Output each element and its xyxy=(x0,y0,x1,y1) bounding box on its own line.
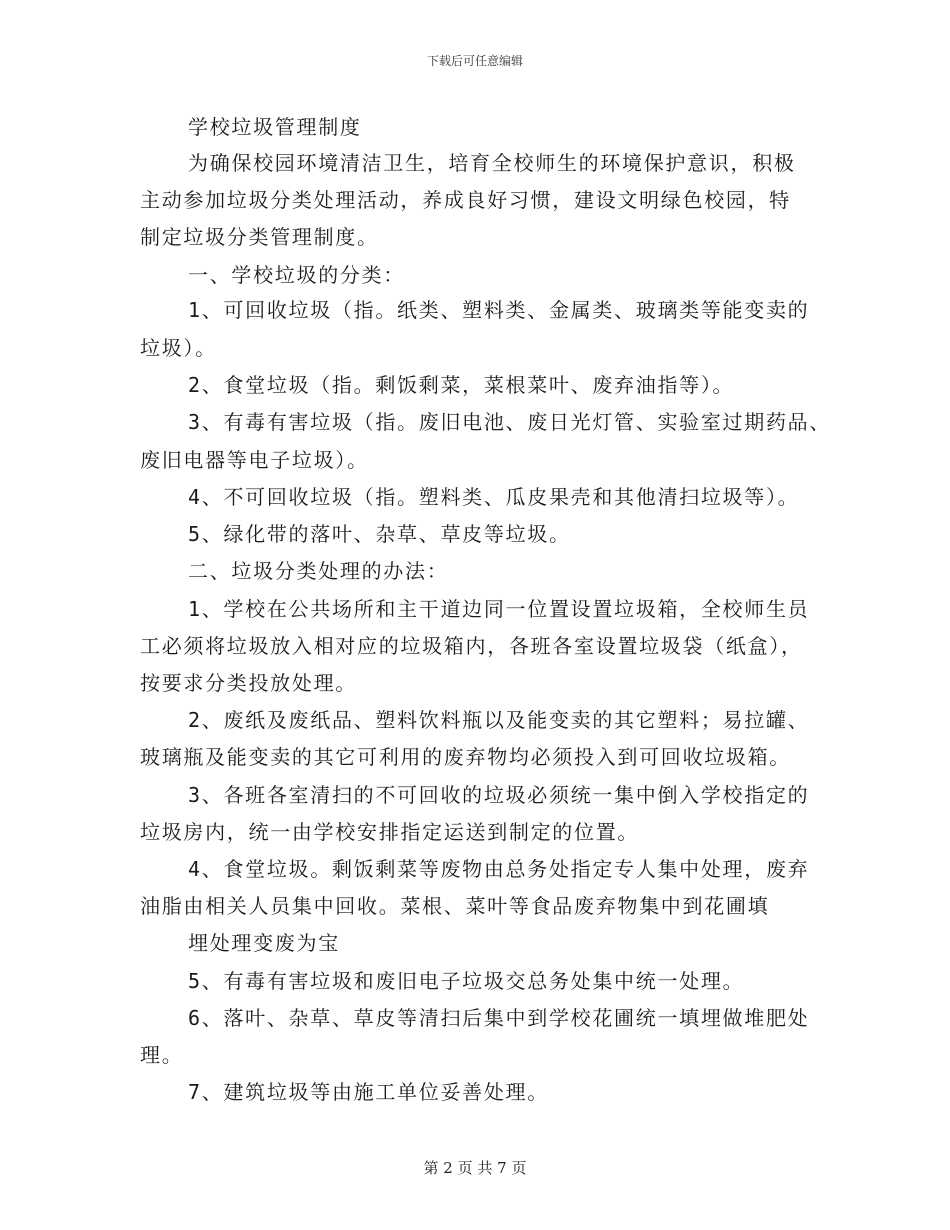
document-title: 学校垃圾管理制度 xyxy=(188,115,362,139)
list-item-continued: 废旧电器等电子垃圾）。 xyxy=(140,448,369,472)
list-item-continued: 垃圾房内，统一由学校安排指定运送到制定的位置。 xyxy=(140,820,640,844)
list-item: 4、不可回收垃圾（指。塑料类、瓜皮果壳和其他清扫垃圾等）。 xyxy=(188,485,800,509)
list-item: 3、有毒有害垃圾（指。废旧电池、废日光灯管、实验室过期药品、 xyxy=(188,410,832,434)
intro-line: 主动参加垃圾分类处理活动，养成良好习惯，建设文明绿色校园，特 xyxy=(140,188,791,212)
list-item: 6、落叶、杂草、草皮等清扫后集中到学校花圃统一填埋做堆肥处 xyxy=(188,1006,810,1030)
list-item-continued: 工必须将垃圾放入相对应的垃圾箱内，各班各室设置垃圾袋（纸盒）， xyxy=(140,634,803,658)
intro-line: 制定垃圾分类管理制度。 xyxy=(140,225,379,249)
list-item: 1、学校在公共场所和主干道边同一位置设置垃圾箱，全校师生员 xyxy=(188,597,810,621)
list-item: 2、废纸及废纸品、塑料饮料瓶以及能变卖的其它塑料；易拉罐、 xyxy=(188,708,810,732)
section-heading: 一、学校垃圾的分类： xyxy=(188,263,405,287)
list-item: 5、有毒有害垃圾和废旧电子垃圾交总务处集中统一处理。 xyxy=(188,969,745,993)
list-item: 1、可回收垃圾（指。纸类、塑料类、金属类、玻璃类等能变卖的 xyxy=(188,298,810,322)
list-item-continued: 埋处理变废为宝 xyxy=(188,931,340,955)
list-item: 2、食堂垃圾（指。剩饭剩菜，菜根菜叶、废弃油指等）。 xyxy=(188,373,735,397)
list-item: 5、绿化带的落叶、杂草、草皮等垃圾。 xyxy=(188,522,571,546)
section-heading: 二、垃圾分类处理的办法： xyxy=(188,559,449,583)
list-item-continued: 理。 xyxy=(140,1043,184,1067)
list-item-continued: 玻璃瓶及能变卖的其它可利用的废弃物均必须投入到可回收垃圾箱。 xyxy=(140,745,791,769)
intro-line: 为确保校园环境清洁卫生，培育全校师生的环境保护意识，积极 xyxy=(188,151,796,175)
page-header-note: 下载后可任意编辑 xyxy=(426,54,523,68)
list-item: 3、各班各室清扫的不可回收的垃圾必须统一集中倒入学校指定的 xyxy=(188,783,810,807)
list-item-continued: 油脂由相关人员集中回收。菜根、菜叶等食品废弃物集中到花圃填 xyxy=(140,894,770,918)
list-item: 7、建筑垃圾等由施工单位妥善处理。 xyxy=(188,1080,549,1104)
list-item-continued: 垃圾）。 xyxy=(140,336,217,360)
list-item: 4、食堂垃圾。剩饭剩菜等废物由总务处指定专人集中处理，废弃 xyxy=(188,857,810,881)
list-item-continued: 按要求分类投放处理。 xyxy=(140,671,357,695)
page-number: 第 2 页 共 7 页 xyxy=(423,1159,527,1177)
